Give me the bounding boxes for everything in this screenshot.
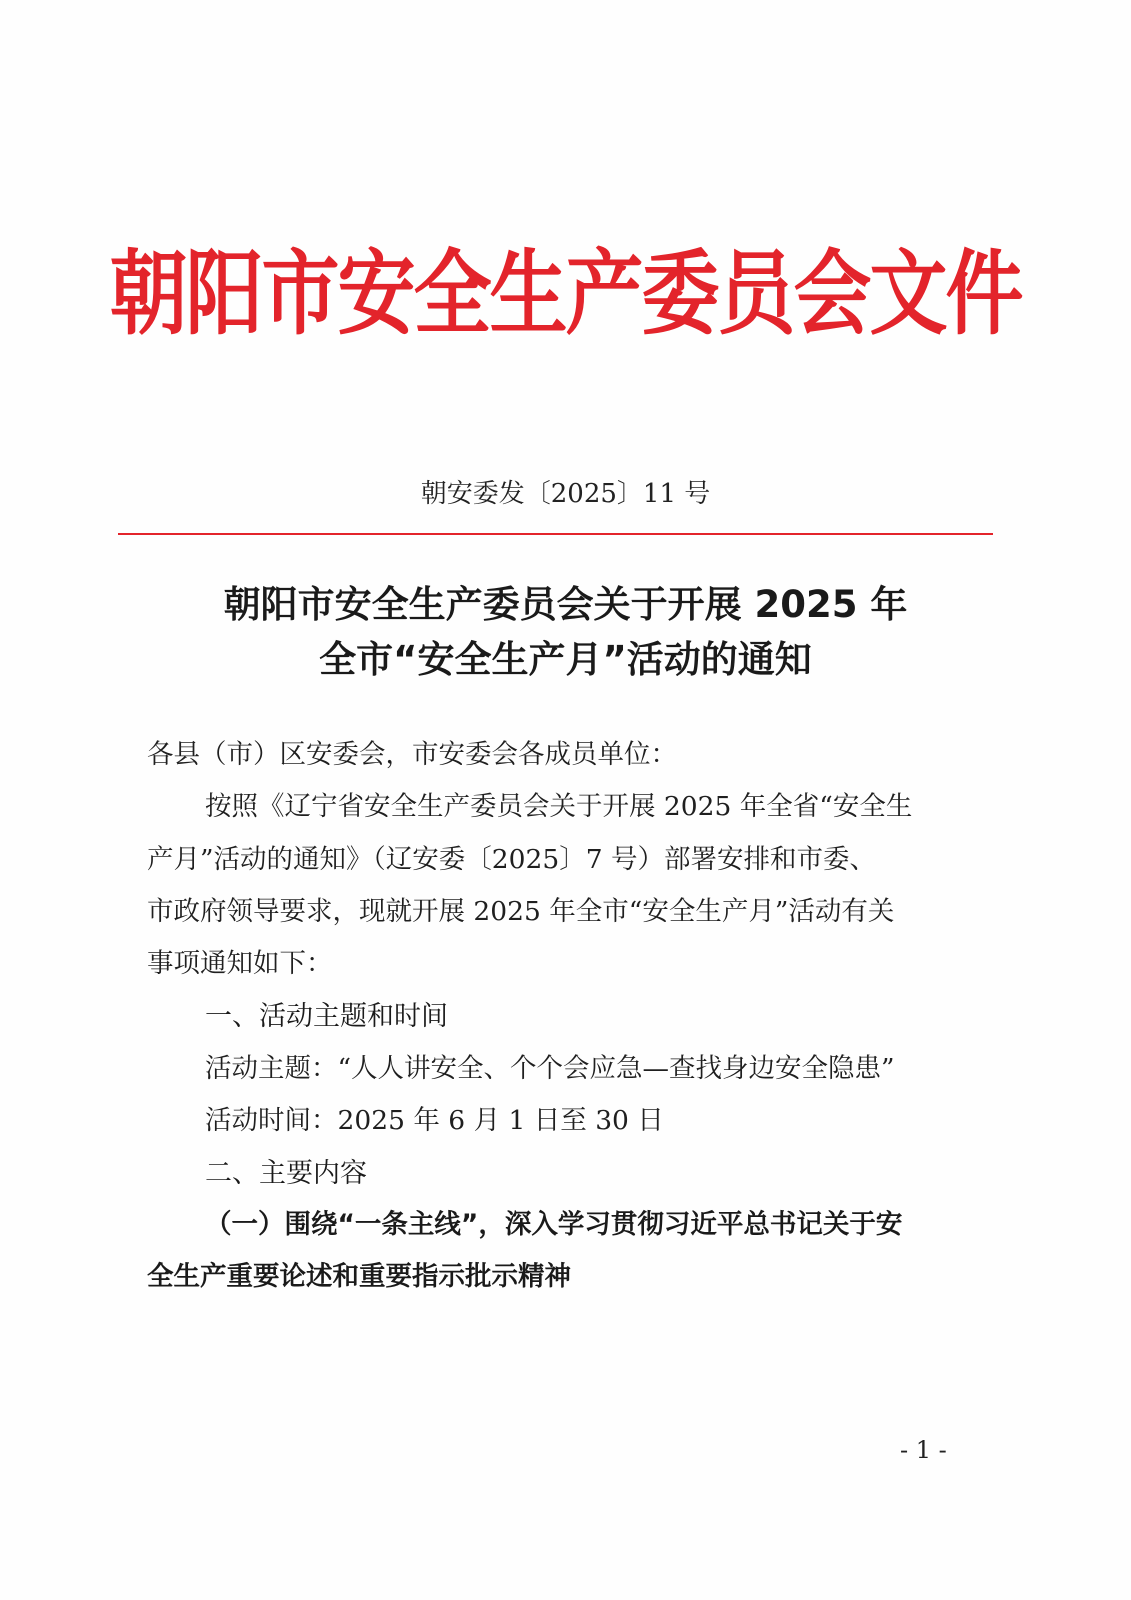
activity-time: 活动时间：2025 年 6 月 1 日至 30 日 (205, 1105, 664, 1136)
issuer-header: 朝阳市安全生产委员会文件 (109, 241, 1022, 348)
intro-line-3: 市政府领导要求，现就开展 2025 年全市“安全生产月”活动有关 (147, 896, 895, 927)
subsection-1-heading-line-1: （一）围绕“一条主线”，深入学习贯彻习近平总书记关于安 (205, 1209, 903, 1240)
intro-line-2: 产月”活动的通知》（辽安委〔2025〕7 号）部署安排和市委、 (147, 844, 877, 875)
activity-theme: 活动主题：“人人讲安全、个个会应急—查找身边安全隐患” (205, 1053, 895, 1084)
red-divider-line (118, 533, 993, 535)
intro-line-4: 事项通知如下： (147, 948, 333, 979)
intro-line-1: 按照《辽宁省安全生产委员会关于开展 2025 年全省“安全生 (205, 791, 913, 822)
subsection-1-heading-line-2: 全生产重要论述和重要指示批示精神 (147, 1261, 571, 1292)
document-title-line-2: 全市“安全生产月”活动的通知 (319, 638, 812, 681)
section-1-heading: 一、活动主题和时间 (205, 1001, 448, 1032)
document-title-line-1: 朝阳市安全生产委员会关于开展 2025 年 (223, 583, 908, 626)
addressee: 各县（市）区安委会，市安委会各成员单位： (147, 739, 677, 770)
section-2-heading: 二、主要内容 (205, 1158, 367, 1189)
document-number: 朝安委发〔2025〕11 号 (420, 479, 711, 509)
page-number: - 1 - (900, 1436, 947, 1464)
